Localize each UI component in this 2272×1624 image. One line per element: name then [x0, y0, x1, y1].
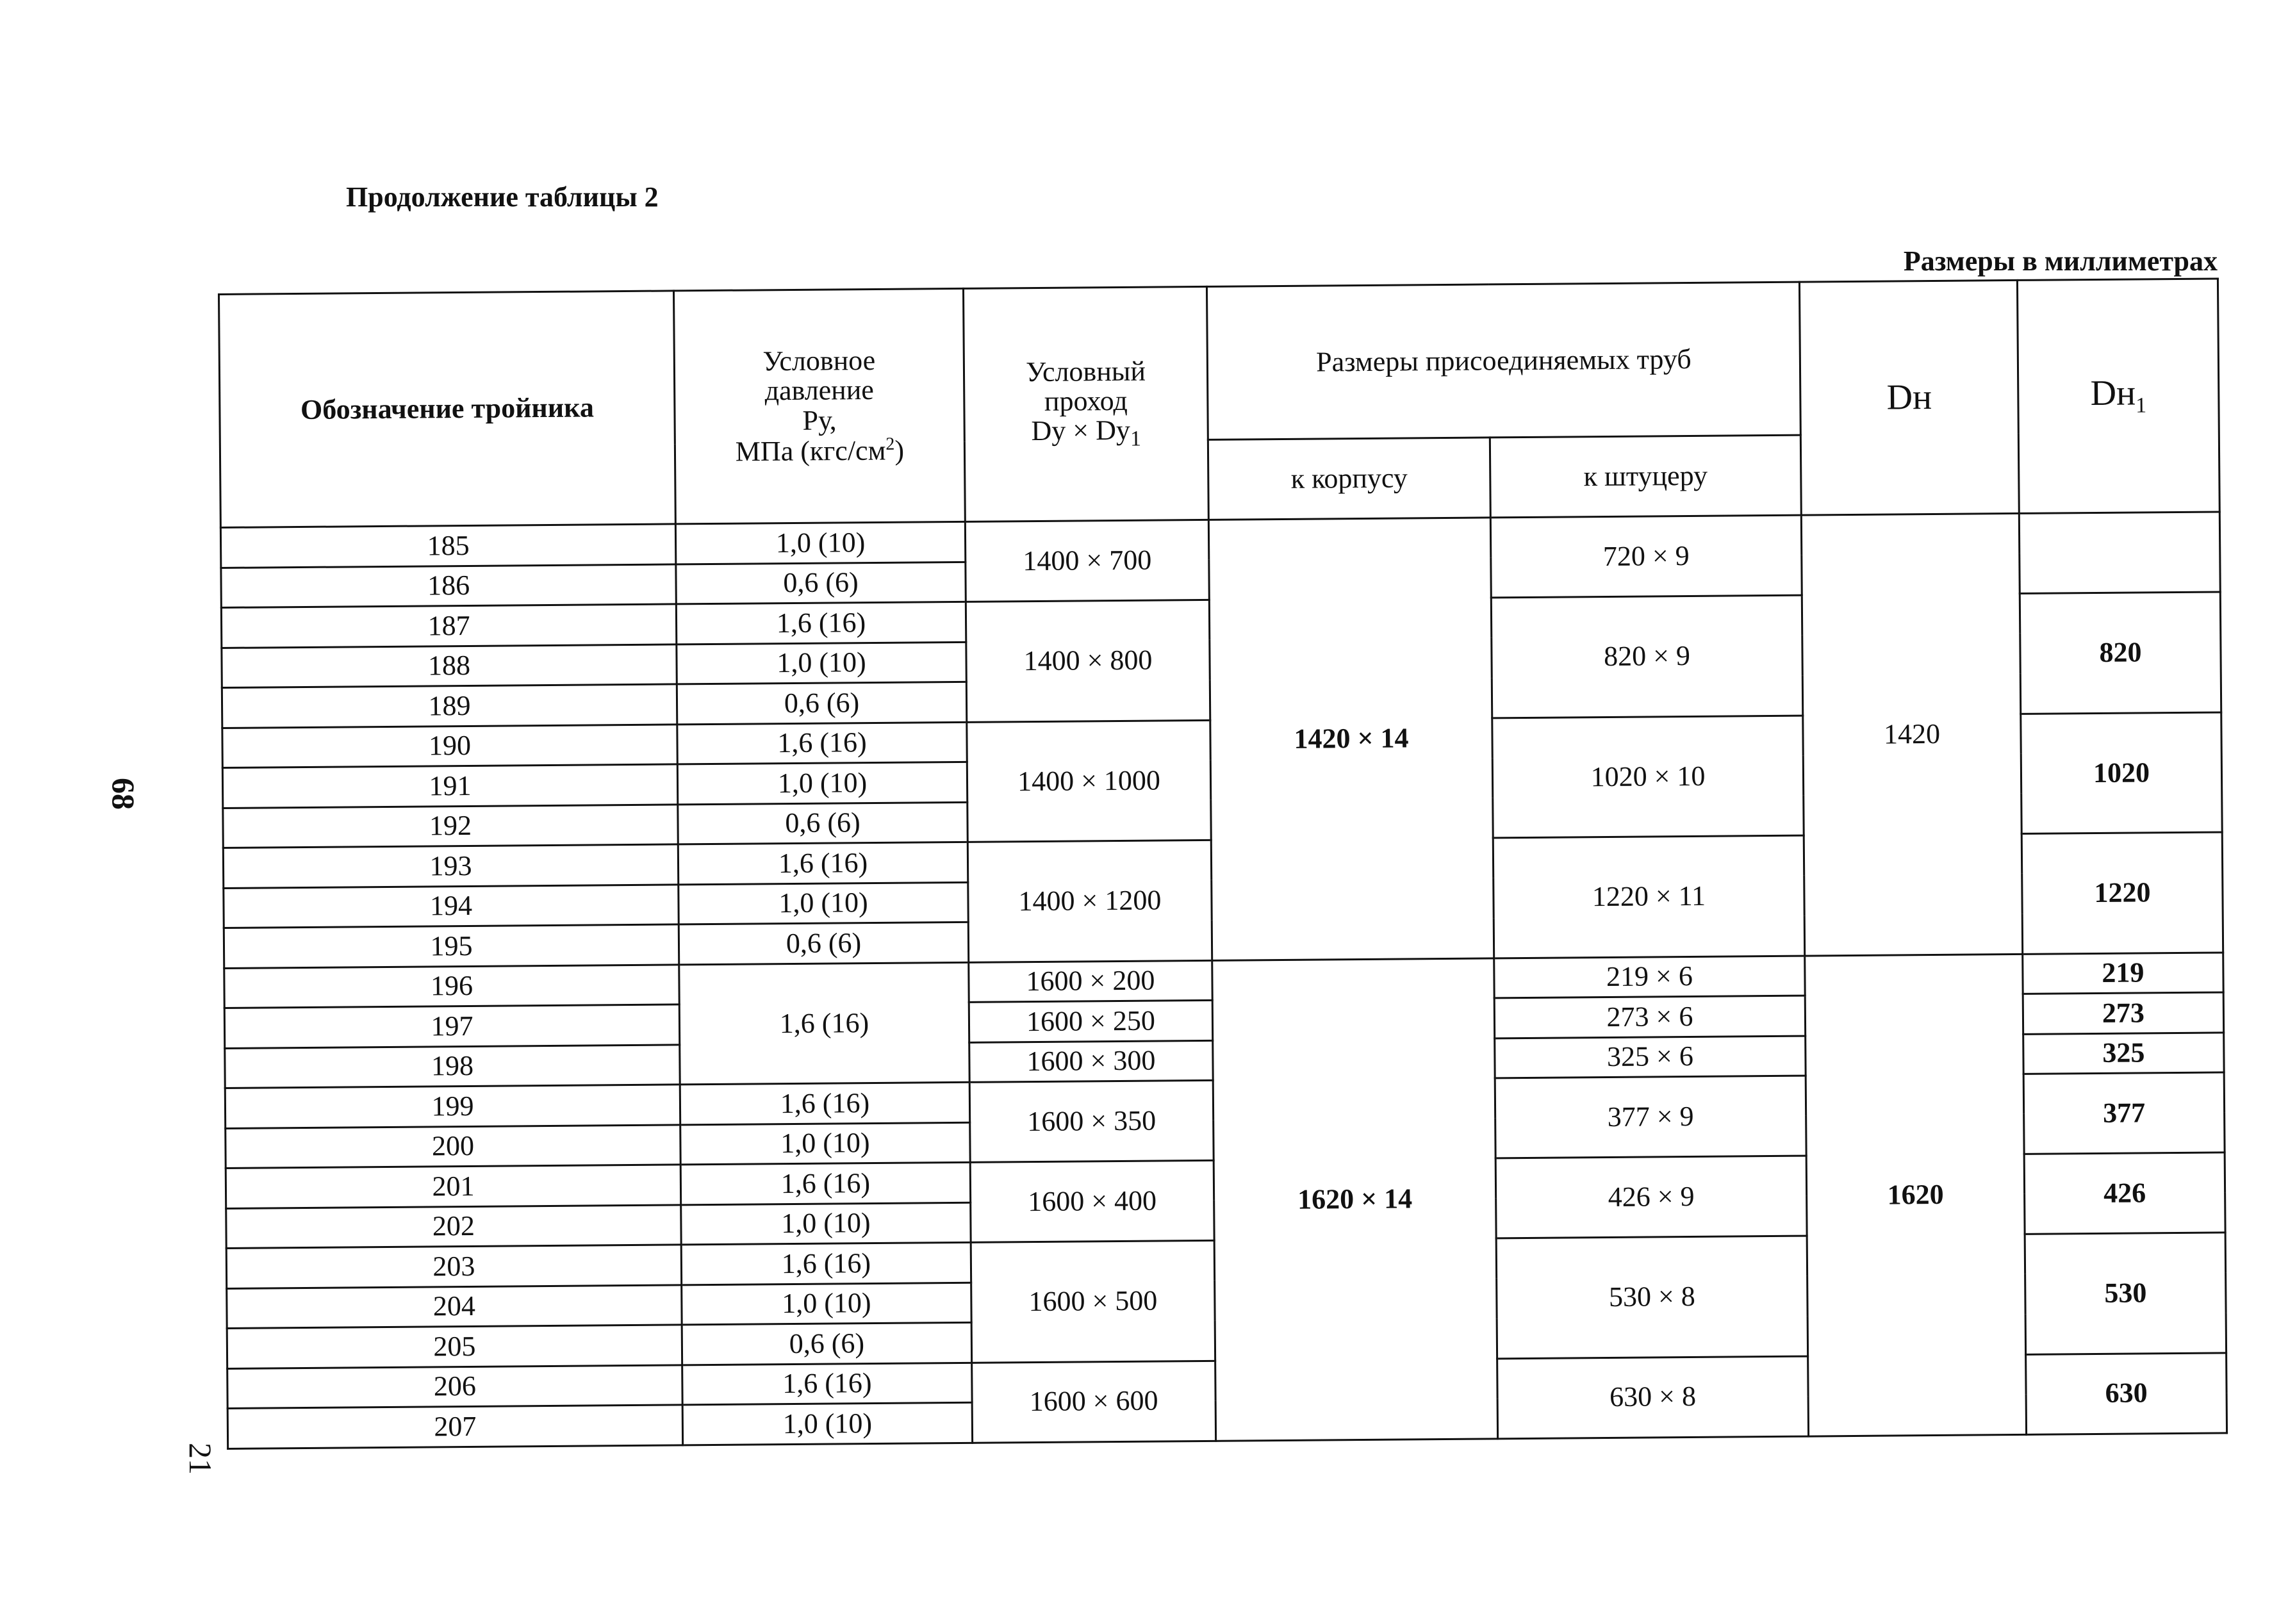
cell-dn1: 377	[2023, 1072, 2225, 1154]
cell-pressure: 1,6 (16)	[680, 1162, 970, 1204]
header-passage-line1: Условный	[1025, 355, 1146, 388]
cell-designation: 190	[222, 724, 677, 767]
cell-pressure: 1,0 (10)	[682, 1283, 971, 1325]
cell-pressure: 1,6 (16)	[676, 602, 966, 644]
table-caption: Продолжение таблицы 2	[346, 181, 659, 213]
header-pressure-tail: )	[894, 434, 905, 466]
cell-passage: 1600 × 250	[969, 1000, 1212, 1042]
cell-pressure: 1,6 (16)	[681, 1242, 971, 1284]
header-passage-line2: проход	[1044, 385, 1128, 418]
cell-designation: 191	[222, 764, 677, 808]
cell-to-body: 1420 × 14	[1208, 518, 1494, 960]
units-note: Размеры в миллиметрах	[1903, 245, 2218, 277]
page-number-left: 68	[106, 778, 142, 810]
header-passage-formula: Dy × Dy	[1031, 414, 1131, 447]
cell-designation: 196	[224, 964, 679, 1008]
cell-pressure: 0,6 (6)	[676, 562, 966, 604]
cell-to-nozzle: 377 × 9	[1495, 1076, 1806, 1158]
cell-to-nozzle: 219 × 6	[1494, 956, 1805, 998]
cell-passage: 1600 × 200	[969, 960, 1212, 1002]
header-pressure-line3: Ру,	[802, 404, 837, 436]
cell-passage: 1600 × 300	[969, 1040, 1213, 1082]
cell-designation: 193	[223, 844, 678, 888]
cell-dn: 1620	[1805, 954, 2027, 1436]
cell-to-body: 1620 × 14	[1212, 958, 1498, 1440]
cell-pressure: 1,0 (10)	[682, 1402, 972, 1445]
cell-designation: 189	[222, 684, 677, 728]
cell-to-nozzle: 325 × 6	[1495, 1036, 1806, 1078]
cell-pressure: 1,0 (10)	[677, 762, 967, 804]
cell-dn1: 530	[2025, 1233, 2226, 1354]
header-to-body: к корпусу	[1208, 438, 1490, 520]
header-passage	[963, 286, 1208, 521]
cell-pressure: 0,6 (6)	[678, 802, 967, 844]
cell-to-nozzle: 530 × 8	[1496, 1236, 1807, 1358]
cell-to-nozzle: 273 × 6	[1494, 996, 1805, 1038]
cell-dn1: 1220	[2021, 832, 2223, 954]
cell-designation: 204	[227, 1284, 682, 1328]
cell-passage: 1400 × 1000	[967, 720, 1211, 842]
cell-designation: 206	[227, 1365, 682, 1408]
header-pipes-group: Размеры присоединяемых труб	[1206, 282, 1800, 439]
cell-dn1: 219	[2023, 952, 2223, 994]
cell-pressure: 1,6 (16)	[677, 722, 967, 764]
cell-designation: 187	[221, 604, 676, 648]
cell-pressure: 0,6 (6)	[679, 922, 968, 964]
cell-passage: 1600 × 500	[971, 1240, 1215, 1362]
cell-pressure: 1,0 (10)	[679, 882, 968, 924]
cell-passage: 1400 × 700	[965, 520, 1209, 602]
header-pressure-sup: 2	[885, 434, 895, 454]
header-dn1-label: Dн	[2090, 373, 2136, 414]
header-dn1-sub: 1	[2136, 393, 2147, 418]
cell-dn1: 1020	[2021, 712, 2222, 833]
cell-passage: 1400 × 800	[966, 600, 1210, 721]
cell-to-nozzle: 820 × 9	[1491, 595, 1802, 718]
header-to-nozzle: к штуцеру	[1490, 435, 1801, 518]
cell-passage: 1400 × 1200	[967, 840, 1212, 962]
cell-pressure: 1,0 (10)	[675, 521, 965, 564]
cell-pressure: 0,6 (6)	[677, 682, 966, 724]
cell-designation: 198	[225, 1044, 680, 1088]
cell-pressure: 1,0 (10)	[680, 1122, 970, 1165]
cell-designation: 188	[222, 644, 677, 687]
cell-designation: 185	[220, 524, 675, 568]
page-number-bottom: 21	[183, 1443, 218, 1475]
cell-designation: 194	[224, 884, 679, 928]
header-pressure-line2: давление	[764, 374, 875, 407]
cell-to-nozzle: 1220 × 11	[1493, 835, 1804, 958]
cell-designation: 200	[226, 1124, 680, 1168]
cell-designation: 203	[226, 1245, 681, 1288]
cell-pressure: 1,6 (16)	[682, 1363, 972, 1405]
cell-pressure: 1,0 (10)	[677, 642, 966, 684]
cell-designation: 205	[227, 1325, 682, 1368]
cell-dn1	[2019, 512, 2220, 593]
cell-designation: 202	[226, 1204, 681, 1248]
cell-dn1: 273	[2023, 992, 2223, 1034]
cell-pressure: 1,0 (10)	[681, 1202, 971, 1245]
cell-designation: 201	[226, 1165, 680, 1208]
cell-dn1: 325	[2023, 1032, 2224, 1074]
cell-dn: 1420	[1801, 513, 2022, 955]
cell-passage: 1600 × 350	[969, 1080, 1214, 1162]
cell-designation: 195	[224, 924, 679, 968]
header-pressure-line1: Условное	[762, 345, 876, 377]
cell-pressure: 0,6 (6)	[682, 1322, 971, 1365]
cell-designation: 197	[224, 1005, 679, 1048]
cell-pressure: 1,6 (16)	[679, 962, 969, 1085]
cell-to-nozzle: 720 × 9	[1490, 515, 1802, 598]
cell-designation: 207	[227, 1405, 682, 1448]
cell-designation: 192	[223, 804, 678, 848]
cell-to-nozzle: 426 × 9	[1495, 1156, 1807, 1238]
cell-dn1: 630	[2026, 1352, 2227, 1434]
cell-dn1: 820	[2020, 592, 2221, 714]
header-pressure	[673, 288, 965, 524]
header-passage-line3	[968, 415, 1205, 452]
cell-dn1: 426	[2024, 1152, 2225, 1234]
cell-passage: 1600 × 600	[972, 1361, 1216, 1443]
cell-to-nozzle: 630 × 8	[1497, 1356, 1809, 1439]
cell-to-nozzle: 1020 × 10	[1492, 716, 1804, 838]
header-designation: Обозначение тройника	[219, 291, 676, 528]
cell-pressure: 1,6 (16)	[678, 842, 967, 884]
cell-pressure: 1,6 (16)	[680, 1082, 969, 1124]
cell-designation: 199	[225, 1085, 680, 1128]
cell-passage: 1600 × 400	[970, 1160, 1214, 1242]
tee-dimensions-table	[218, 277, 2228, 1449]
header-pressure-units: МПа (кгс/см	[735, 434, 886, 468]
header-dn: Dн	[1799, 280, 2019, 515]
header-dn1	[2017, 279, 2219, 513]
header-passage-sub: 1	[1130, 427, 1142, 452]
header-pressure-line4	[679, 434, 961, 467]
cell-designation: 186	[221, 564, 676, 607]
